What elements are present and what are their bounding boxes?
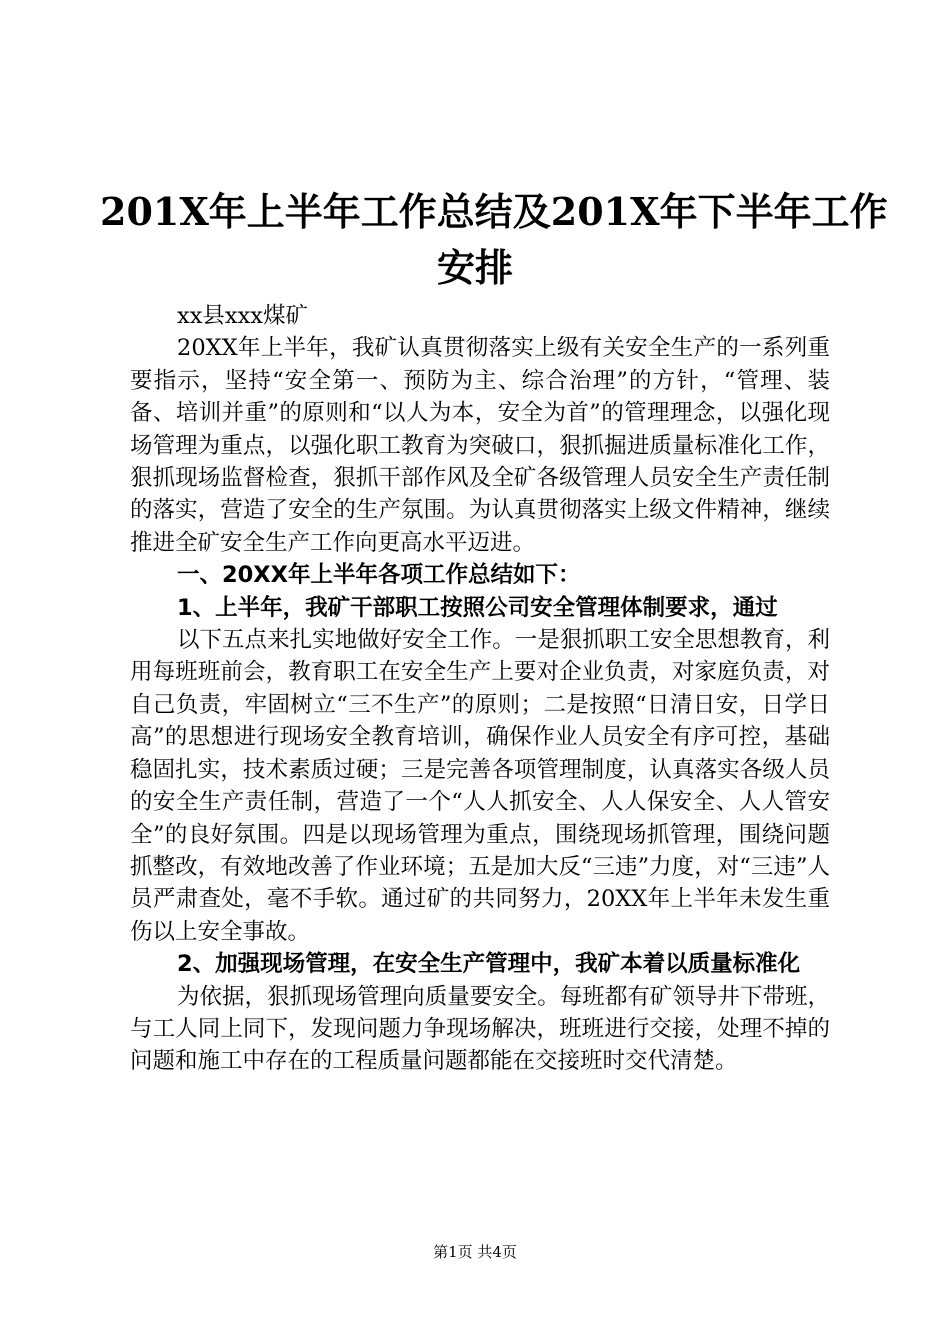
- page-footer: 第1页 共4页: [433, 1243, 517, 1261]
- document-body: [130, 300, 830, 1078]
- item-2-heading: 2、加强现场管理，在安全生产管理中，我矿本着以质量标准化: [177, 951, 801, 978]
- document-title-line-1: 201X年上半年工作总结及201X年下半年工作: [100, 189, 888, 234]
- document-title-line-2: 安排: [436, 245, 513, 290]
- item-2-body: 为依据，狠抓现场管理向质量要安全。每班都有矿领导井下带班，与工人同上同下，发现问题力争现场解决，班班进行交接，处理不掉的问题和施工中存在的工程质量问题都能在交接班时交代清楚。: [130, 983, 830, 1075]
- section-1-heading: 一、20XX年上半年各项工作总结如下：: [177, 562, 581, 589]
- item-1-body: 以下五点来扎实地做好安全工作。一是狠抓职工安全思想教育，利用每班班前会，教育职工在安全生产上要对企业负责，对家庭负责，对自己负责，牢固树立“三不生产”的原则；二是按照“日清日安，日学日高”的思想进行现场安全教育培训，确保作业人员安全有序可控，基础稳固扎实，技术素质过硬；三是完善各项管理制度，认真落实各级人员的安全生产责任制，营造了一个“人人抓安全、人人保安全、人人管安全”的良好氛围。四是以现场管理为重点，围绕现场抓管理，围绕问题抓整改，有效地改善了作业环境；五是加大反“三违”力度，对“三违”人员严肃查处，毫不手软。通过矿的共同努力，20XX年上半年未发生重伤以上安全事故。: [130, 627, 830, 945]
- intro-paragraph: 20XX年上半年，我矿认真贯彻落实上级有关安全生产的一系列重要指示，坚持“安全第一、预防为主、综合治理”的方针，“管理、装备、培训并重”的原则和“以人为本，安全为首”的管理理念，以强化现场管理为重点，以强化职工教育为突破口，狠抓掘进质量标准化工作，狠抓现场监督检查，狠抓干部作风及全矿各级管理人员安全生产责任制的落实，营造了安全的生产氛围。为认真贯彻落实上级文件精神，继续推进全矿安全生产工作向更高水平迈进。: [130, 335, 830, 556]
- item-1-heading: 1、上半年，我矿干部职工按照公司安全管理体制要求，通过: [177, 594, 778, 621]
- author-line: xx县xxx煤矿: [177, 303, 308, 329]
